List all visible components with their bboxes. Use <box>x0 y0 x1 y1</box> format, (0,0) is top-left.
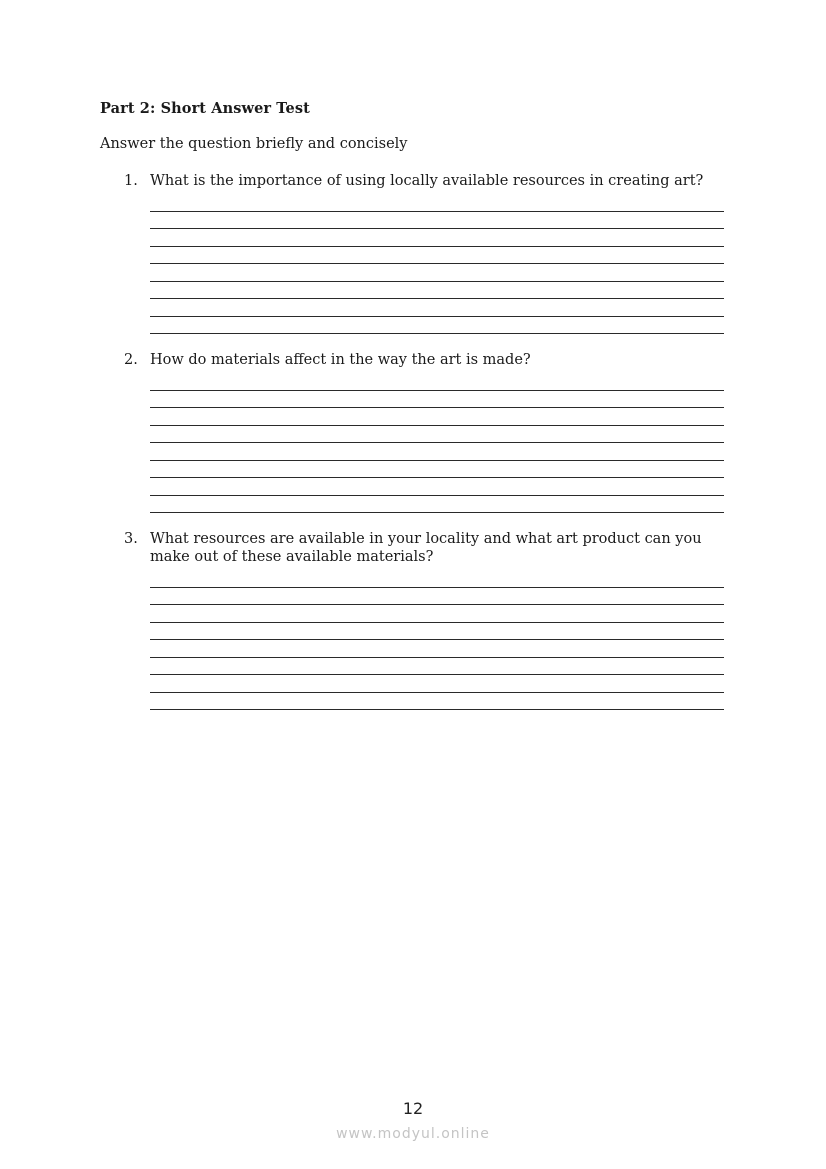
answer-line[interactable] <box>150 675 724 693</box>
question-number: 2. <box>124 352 138 368</box>
answer-line[interactable] <box>150 391 724 409</box>
section-heading: Part 2: Short Answer Test <box>100 100 310 117</box>
answer-line[interactable] <box>150 317 724 335</box>
instruction-text: Answer the question briefly and concisely <box>100 136 408 152</box>
answer-line[interactable] <box>150 623 724 641</box>
question-number: 1. <box>124 173 138 189</box>
answer-line[interactable] <box>150 194 724 212</box>
question-text: How do materials affect in the way the art is made? <box>150 352 531 368</box>
answer-line[interactable] <box>150 658 724 676</box>
answer-line[interactable] <box>150 282 724 300</box>
answer-line[interactable] <box>150 570 724 588</box>
answer-line[interactable] <box>150 373 724 391</box>
answer-line[interactable] <box>150 693 724 711</box>
answer-line[interactable] <box>150 588 724 606</box>
question-text: What resources are available in your locality and what art product can you make out of these available materials? <box>150 531 702 565</box>
watermark: www.modyul.online <box>336 1126 490 1142</box>
page-number: 12 <box>402 1099 424 1118</box>
answer-line[interactable] <box>150 461 724 479</box>
answer-line[interactable] <box>150 247 724 265</box>
answer-area[interactable] <box>150 373 724 513</box>
answer-line[interactable] <box>150 426 724 444</box>
answer-line[interactable] <box>150 443 724 461</box>
answer-line[interactable] <box>150 408 724 426</box>
question-2 <box>124 351 724 513</box>
question-3 <box>124 530 724 710</box>
question-text: What is the importance of using locally available resources in creating art? <box>150 173 704 189</box>
answer-line[interactable] <box>150 264 724 282</box>
answer-area[interactable] <box>150 194 724 334</box>
answer-line[interactable] <box>150 496 724 514</box>
answer-line[interactable] <box>150 478 724 496</box>
answer-line[interactable] <box>150 605 724 623</box>
question-1 <box>124 172 724 334</box>
answer-area[interactable] <box>150 570 724 710</box>
answer-line[interactable] <box>150 299 724 317</box>
answer-line[interactable] <box>150 229 724 247</box>
question-number: 3. <box>124 531 138 547</box>
answer-line[interactable] <box>150 212 724 230</box>
answer-line[interactable] <box>150 640 724 658</box>
